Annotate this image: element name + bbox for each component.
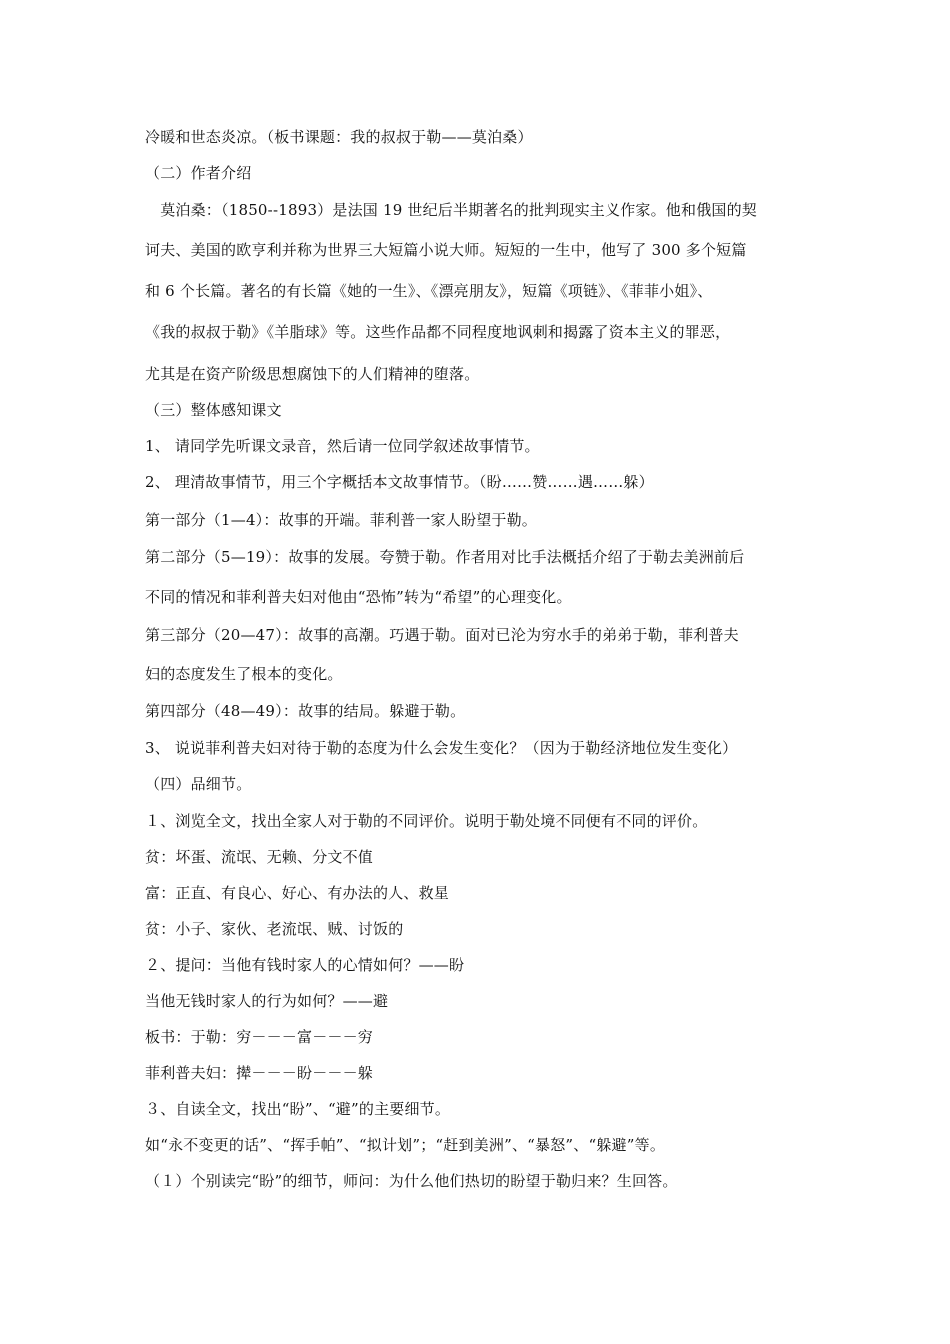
text-line: 如“永不变更的话”、“挥手帕”、“拟计划”；“赶到美洲”、“暴怒”、“躲避”等。: [145, 1136, 666, 1154]
text-line: 尤其是在资产阶级思想腐蚀下的人们精神的堕落。: [145, 365, 480, 383]
text-line: 贫：小子、家伙、老流氓、贼、讨饭的: [145, 920, 404, 938]
text-line: 3、 说说菲利普夫妇对待于勒的态度为什么会发生变化？（因为于勒经济地位发生变化）: [145, 739, 738, 757]
text-line: 《我的叔叔于勒》《羊脂球》等。这些作品都不同程度地讽刺和揭露了资本主义的罪恶，: [145, 323, 731, 341]
section-heading: （二）作者介绍: [145, 164, 252, 182]
text-line: 第二部分（5—19）：故事的发展。夸赞于勒。作者用对比手法概括介绍了于勒去美洲前后: [145, 548, 745, 566]
text-line: 第三部分（20—47）：故事的高潮。巧遇于勒。面对已沦为穷水手的弟弟于勒，菲利普夫: [145, 626, 739, 644]
text-line: 1、 请同学先听课文录音，然后请一位同学叙述故事情节。: [145, 437, 540, 455]
section-heading: （三）整体感知课文: [145, 401, 282, 419]
text-line: （１）个别读完“盼”的细节，师问：为什么他们热切的盼望于勒归来？生回答。: [145, 1172, 678, 1190]
text-line: 富：正直、有良心、好心、有办法的人、救星: [145, 884, 450, 902]
text-line: 菲利普夫妇：撵－－－盼－－－躲: [145, 1064, 374, 1082]
text-line: ２、提问：当他有钱时家人的心情如何？——盼: [145, 956, 465, 974]
text-line: 诃夫、美国的欧亨利并称为世界三大短篇小说大师。短短的一生中，他写了 300 多个短篇: [145, 241, 747, 259]
text-line: 妇的态度发生了根本的变化。: [145, 665, 343, 683]
section-heading: （四）品细节。: [145, 775, 252, 793]
text-line: 和 6 个长篇。著名的有长篇《她的一生》、《漂亮朋友》，短篇《项链》、《菲菲小姐》、: [145, 282, 713, 300]
text-line: 第一部分（1—4）：故事的开端。菲利普一家人盼望于勒。: [145, 511, 537, 529]
text-line: ３、自读全文，找出“盼”、“避”的主要细节。: [145, 1100, 451, 1118]
text-line: 2、 理清故事情节，用三个字概括本文故事情节。（盼……赞……遇……躲）: [145, 473, 654, 491]
text-line: 不同的情况和菲利普夫妇对他由“恐怖”转为“希望”的心理变化。: [145, 588, 572, 606]
text-line: 板书：于勒：穷－－－富－－－穷: [145, 1028, 374, 1046]
text-line: 贫：坏蛋、流氓、无赖、分文不值: [145, 848, 374, 866]
text-line: 当他无钱时家人的行为如何？——避: [145, 992, 389, 1010]
text-line: 冷暖和世态炎凉。（板书课题：我的叔叔于勒——莫泊桑）: [145, 128, 533, 146]
text-line: 莫泊桑：（1850--1893）是法国 19 世纪后半期著名的批判现实主义作家。他和俄国的契: [145, 201, 758, 219]
text-line: １、浏览全文，找出全家人对于勒的不同评价。说明于勒处境不同便有不同的评价。: [145, 812, 708, 830]
text-line: 第四部分（48—49）：故事的结局。躲避于勒。: [145, 702, 466, 720]
